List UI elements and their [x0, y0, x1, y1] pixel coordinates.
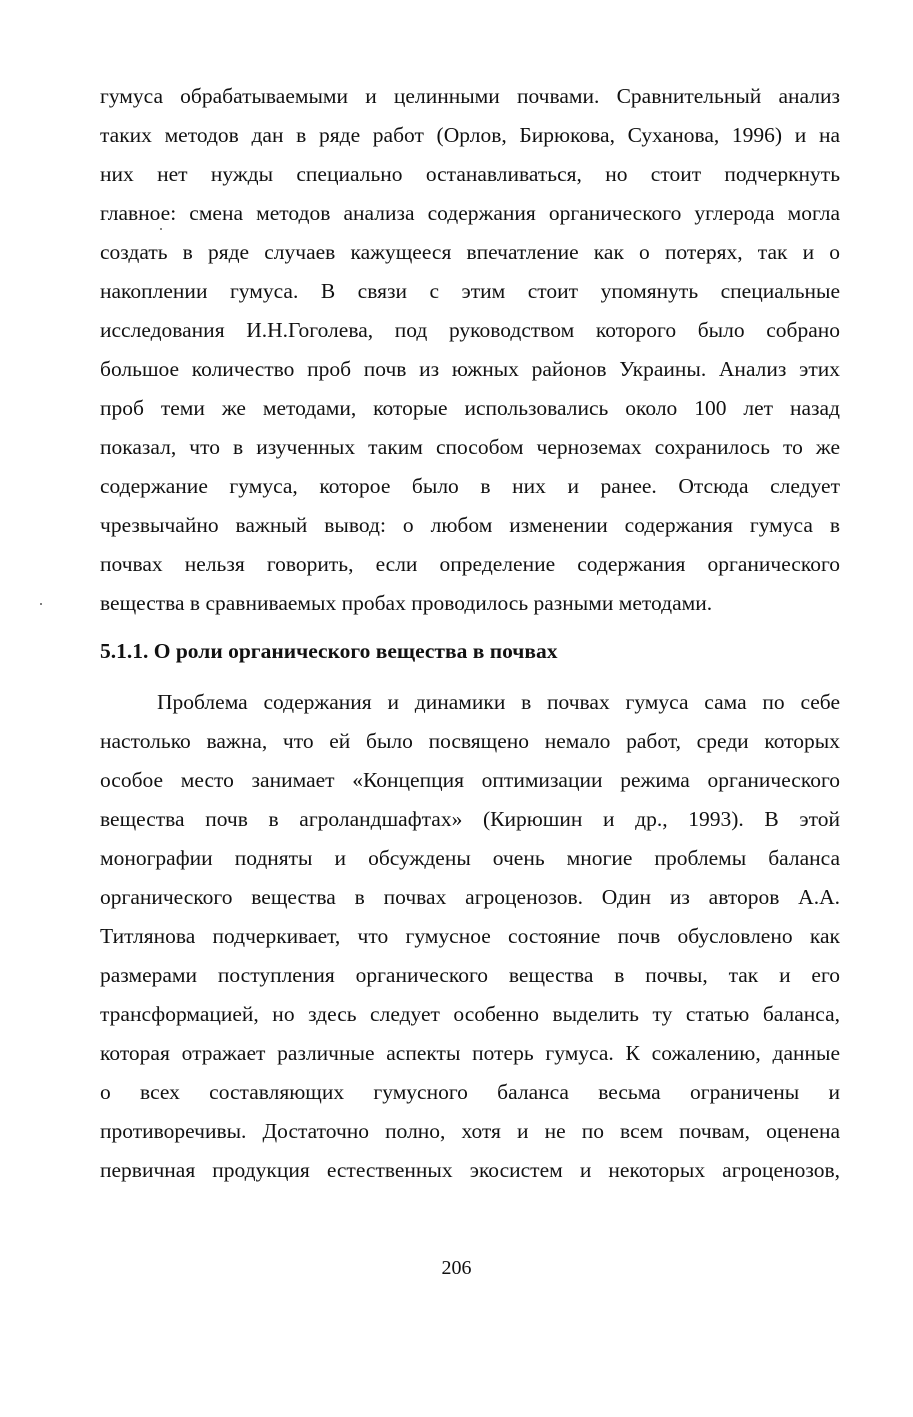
text-line: о всех составляющих гумусного баланса весьма ограничены и [100, 1080, 840, 1104]
text-line: почвах нельзя говорить, если определение содержания органического [100, 552, 840, 576]
text-line: трансформацией, но здесь следует особенно выделить ту статью баланса, [100, 1002, 840, 1026]
text-line: проб теми же методами, которые использовались около 100 лет назад [100, 396, 840, 420]
text-line: исследования И.Н.Гоголева, под руководством которого было собрано [100, 318, 840, 342]
text-line: чрезвычайно важный вывод: о любом изменении содержания гумуса в [100, 513, 840, 537]
scan-speck [160, 228, 162, 230]
text-line: размерами поступления органического вещества в почвы, так и его [100, 963, 840, 987]
text-line: первичная продукция естественных экосистем и некоторых агроценозов, [100, 1158, 840, 1182]
text-line: Проблема содержания и динамики в почвах гумуса сама по себе [157, 690, 840, 714]
text-line: органического вещества в почвах агроценозов. Один из авторов А.А. [100, 885, 840, 909]
text-line: которая отражает различные аспекты потерь гумуса. К сожалению, данные [100, 1041, 840, 1065]
text-line: Титлянова подчеркивает, что гумусное состояние почв обусловлено как [100, 924, 840, 948]
scan-speck [40, 603, 42, 605]
text-line: вещества почв в агроландшафтах» (Кирюшин и др., 1993). В этой [100, 807, 840, 831]
text-line: создать в ряде случаев кажущееся впечатление как о потерях, так и о [100, 240, 840, 264]
page-number: 206 [441, 1257, 472, 1279]
text-line: особое место занимает «Концепция оптимизации режима органического [100, 768, 840, 792]
text-line: гумуса обрабатываемыми и целинными почвами. Сравнительный анализ [100, 84, 840, 108]
text-line: показал, что в изученных таким способом черноземах сохранилось то же [100, 435, 840, 459]
text-line: противоречивы. Достаточно полно, хотя и не по всем почвам, оценена [100, 1119, 840, 1143]
text-line: главное: смена методов анализа содержания органического углерода могла [100, 201, 840, 225]
text-line: большое количество проб почв из южных районов Украины. Анализ этих [100, 357, 840, 381]
text-line: таких методов дан в ряде работ (Орлов, Бирюкова, Суханова, 1996) и на [100, 123, 840, 147]
text-line: монографии подняты и обсуждены очень многие проблемы баланса [100, 846, 840, 870]
text-line: содержание гумуса, которое было в них и ранее. Отсюда следует [100, 474, 840, 498]
text-line: настолько важна, что ей было посвящено немало работ, среди которых [100, 729, 840, 753]
text-line: них нет нужды специально останавливаться, но стоит подчеркнуть [100, 162, 840, 186]
text-line: вещества в сравниваемых пробах проводилось разными методами. [100, 591, 713, 615]
text-line: накоплении гумуса. В связи с этим стоит упомянуть специальные [100, 279, 840, 303]
section-heading: 5.1.1. О роли органического вещества в почвах [100, 639, 558, 663]
